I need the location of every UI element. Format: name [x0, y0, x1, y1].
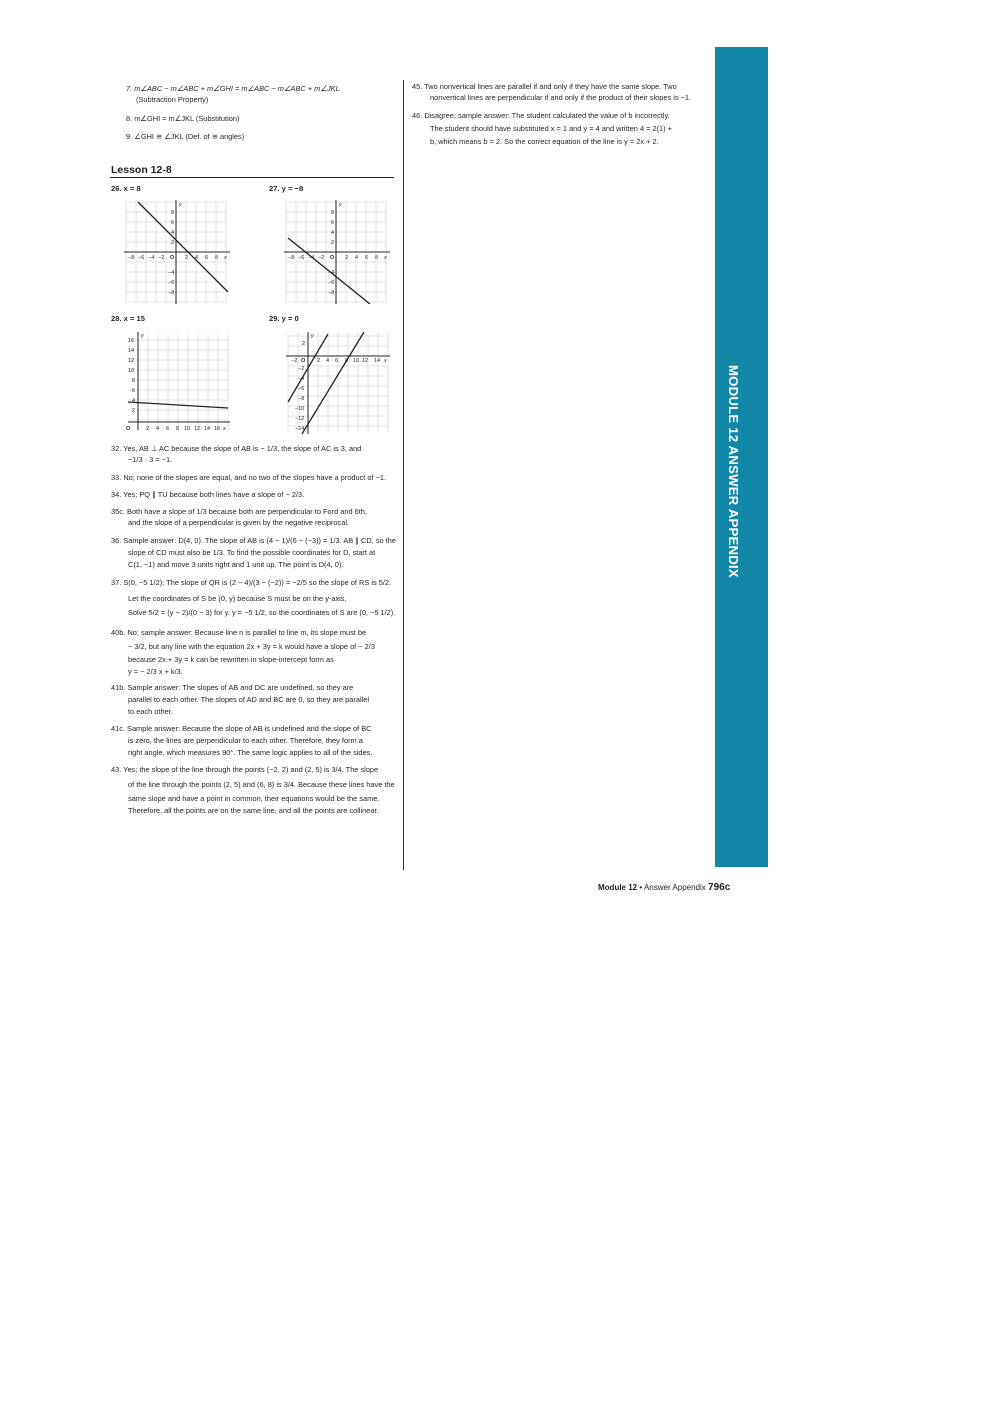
answer-33: 33. No; none of the slopes are equal, and no two of the slopes have a product of −1. [111, 473, 387, 482]
graph-29 [284, 330, 392, 434]
tick: x [224, 255, 227, 261]
answer-36-cont: slope of CD must also be 1/3. To find the possible coordinates for D, start at [128, 548, 376, 557]
answer-40b: 40b. No; sample answer: Because line n is parallel to line m, its slope must be [111, 628, 367, 637]
footer-module: Module 12 [598, 883, 638, 892]
tick: 8 [132, 378, 136, 384]
answer-32: 32. Yes, AB ⊥ AC because the slope of AB is − 1/3, the slope of AC is 3, and [111, 444, 362, 453]
tick: 12 [362, 358, 369, 364]
answer-37-cont: Solve 5/2 = (y − 2)/(0 − 3) for y. y = −5 1/2, so the coordinates of S are (0, −5 1/2). [128, 608, 396, 617]
graph-26-label: 26. x = 8 [111, 184, 141, 193]
tick: x [223, 426, 226, 432]
tick: −14 [295, 426, 305, 432]
tick: −2 [291, 358, 298, 364]
answer-37: 37. S(0, −5 1/2); The slope of QR is (2 − 4)/(3 − (−2)) = −2/5 so the slope of RS is 5/2. [111, 578, 392, 587]
tick: x [384, 255, 387, 261]
tick: 2 [345, 255, 349, 261]
answer-43-cont: of the line through the points (2, 5) and (6, 8) is 3/4. Because these lines have the [128, 780, 395, 789]
answer-41c-cont: right angle, which measures 90°. The same logic applies to all of the sides. [128, 748, 373, 757]
answer-32-cont: −1/3 · 3 = −1. [128, 455, 173, 464]
lesson-title: Lesson 12-8 [111, 164, 172, 176]
answer-41c-cont: is zero, the lines are perpendicular to each other. Therefore, they form a [128, 736, 363, 745]
tick: 6 [171, 220, 175, 226]
column-divider [403, 80, 404, 870]
answer-41b-cont: parallel to each other. The slopes of AD and BC are 0, so they are parallel [128, 695, 370, 704]
tick: −6 [298, 386, 305, 392]
tick: O [126, 426, 131, 432]
tick: 2 [331, 240, 335, 246]
tick: 6 [331, 220, 335, 226]
tick: y [311, 333, 314, 339]
tick: O [170, 255, 175, 261]
answer-46: 46. Disagree; sample answer: The student calculated the value of b incorrectly. [412, 111, 670, 120]
tick: −10 [295, 406, 305, 412]
answer-40b-cont: because 2x + 3y = k can be rewritten in slope-intercept form as [128, 655, 334, 664]
tick: 8 [375, 255, 379, 261]
answer-35c-cont: and the slope of a perpendicular is given by the negative reciprocal. [128, 518, 350, 527]
tick: 8 [215, 255, 219, 261]
tick: −2 [298, 366, 305, 372]
answer-37-cont: Let the coordinates of S be (0, y) because S must be on the y-axis. [128, 594, 347, 603]
tick: 12 [194, 426, 201, 432]
tick: −6 [328, 280, 335, 286]
tick: 4 [195, 255, 199, 261]
answer-46-cont: b, which means b = 2. So the correct equation of the line is y = 2x + 2. [430, 137, 659, 146]
tick: 10 [128, 368, 135, 374]
tick: 14 [204, 426, 211, 432]
answer-40b-cont: − 3/2, but any line with the equation 2x + 3y = k would have a slope of − 2/3 [128, 642, 375, 651]
answer-41b: 41b. Sample answer: The slopes of AB and DC are undefined, so they are [111, 683, 354, 692]
proof-step-7-reason: (Subtraction Property) [136, 95, 209, 104]
tick: 8 [176, 426, 180, 432]
answer-35c: 35c. Both have a slope of 1/3 because both are perpendicular to Ford and 6th, [111, 507, 367, 516]
answer-36: 36. Sample answer: D(4, 0). The slope of AB is (4 − 1)/(6 − (−3)) = 1/3. AB ∥ CD, so the [111, 536, 396, 545]
tick: −12 [295, 416, 305, 422]
tick: −6 [298, 255, 305, 261]
tick: 4 [355, 255, 359, 261]
tick: 8 [171, 210, 175, 216]
tick: 4 [156, 426, 160, 432]
tick: 4 [326, 358, 330, 364]
module-sidebar [715, 47, 768, 867]
tick: 2 [146, 426, 150, 432]
lesson-rule [110, 177, 394, 178]
tick: 2 [317, 358, 321, 364]
answer-36-cont: C(1, −1) and move 3 units right and 1 unit up. The point is D(4, 0). [128, 560, 344, 569]
tick: −8 [128, 255, 135, 261]
tick: 2 [171, 240, 175, 246]
tick: 4 [331, 230, 335, 236]
tick: −6 [168, 280, 175, 286]
answer-40b-cont: y = − 2/3 x + k/3. [128, 667, 183, 676]
tick: 14 [374, 358, 381, 364]
footer-section: Answer Appendix [643, 883, 706, 892]
tick: 6 [132, 388, 136, 394]
tick: 6 [205, 255, 209, 261]
tick: 6 [335, 358, 339, 364]
tick: 8 [331, 210, 335, 216]
tick: 10 [184, 426, 191, 432]
tick: 4 [171, 230, 175, 236]
tick: 4 [132, 398, 136, 404]
answer-45-cont: nonvertical lines are perpendicular if and only if the product of their slopes is −1. [430, 93, 692, 102]
tick: −8 [328, 290, 335, 296]
answer-43-cont: Therefore, all the points are on the same line, and all the points are collinear. [128, 806, 379, 815]
page-footer [598, 882, 730, 893]
tick: 10 [353, 358, 360, 364]
tick: −4 [308, 255, 315, 261]
grid [128, 334, 228, 430]
tick: −6 [138, 255, 145, 261]
answer-46-cont: The student should have substituted x = 1 and y = 4 and written 4 = 2(1) + [430, 124, 672, 133]
graph-27-label: 27. y = −8 [269, 184, 304, 193]
answer-41c: 41c. Sample answer: Because the slope of AB is undefined and the slope of BC [111, 724, 372, 733]
tick: 2 [302, 341, 306, 347]
tick: O [301, 358, 306, 364]
proof-step-9: 9. ∠GHI ≅ ∠JKL (Def. of ≅ angles) [126, 132, 245, 141]
tick: O [330, 255, 335, 261]
tick: 16 [128, 338, 135, 344]
tick: 14 [128, 348, 135, 354]
sidebar-title: MODULE 12 ANSWER APPENDIX [726, 365, 741, 578]
proof-step-7: 7. m∠ABC − m∠ABC + m∠GHI = m∠ABC − m∠ABC + m∠JKL [126, 84, 340, 93]
tick: −4 [328, 270, 335, 276]
tick: −4 [148, 255, 155, 261]
tick: −8 [298, 396, 305, 402]
answer-43-cont: same slope and have a point in common, their equations would be the same. [128, 794, 380, 803]
tick: y [339, 202, 342, 208]
answer-43: 43. Yes; the slope of the line through the points (−2, 2) and (2, 5) is 3/4. The slope [111, 765, 379, 774]
proof-step-8: 8. m∠GHI = m∠JKL (Substitution) [126, 114, 240, 123]
graph-28 [124, 330, 232, 434]
footer-separator: • [639, 883, 643, 892]
graph-28-label: 28. x = 15 [111, 314, 145, 323]
tick: −4 [298, 376, 305, 382]
tick: 2 [132, 408, 136, 414]
tick: 16 [214, 426, 221, 432]
graph-26 [124, 200, 232, 304]
graph-line [138, 202, 228, 292]
page-number: 796c [708, 882, 731, 893]
graph-27 [284, 200, 392, 304]
tick: −2 [318, 255, 325, 261]
tick: 6 [365, 255, 369, 261]
graph-29-label: 29. y = 0 [269, 314, 299, 323]
answer-34: 34. Yes; PQ ∥ TU because both lines have a slope of − 2/3. [111, 490, 305, 499]
tick: 6 [166, 426, 170, 432]
tick: −8 [288, 255, 295, 261]
tick: y [179, 202, 182, 208]
tick: −4 [168, 270, 175, 276]
tick: 12 [128, 358, 135, 364]
tick: y [141, 333, 144, 339]
tick: x [384, 358, 387, 364]
tick: 8 [345, 358, 349, 364]
graph-line [302, 332, 364, 434]
answer-41b-cont: to each other. [128, 707, 173, 716]
tick: −2 [158, 255, 165, 261]
answer-45: 45. Two nonvertical lines are parallel if and only if they have the same slope. Two [412, 82, 677, 91]
tick: −8 [168, 290, 175, 296]
tick: 2 [185, 255, 189, 261]
